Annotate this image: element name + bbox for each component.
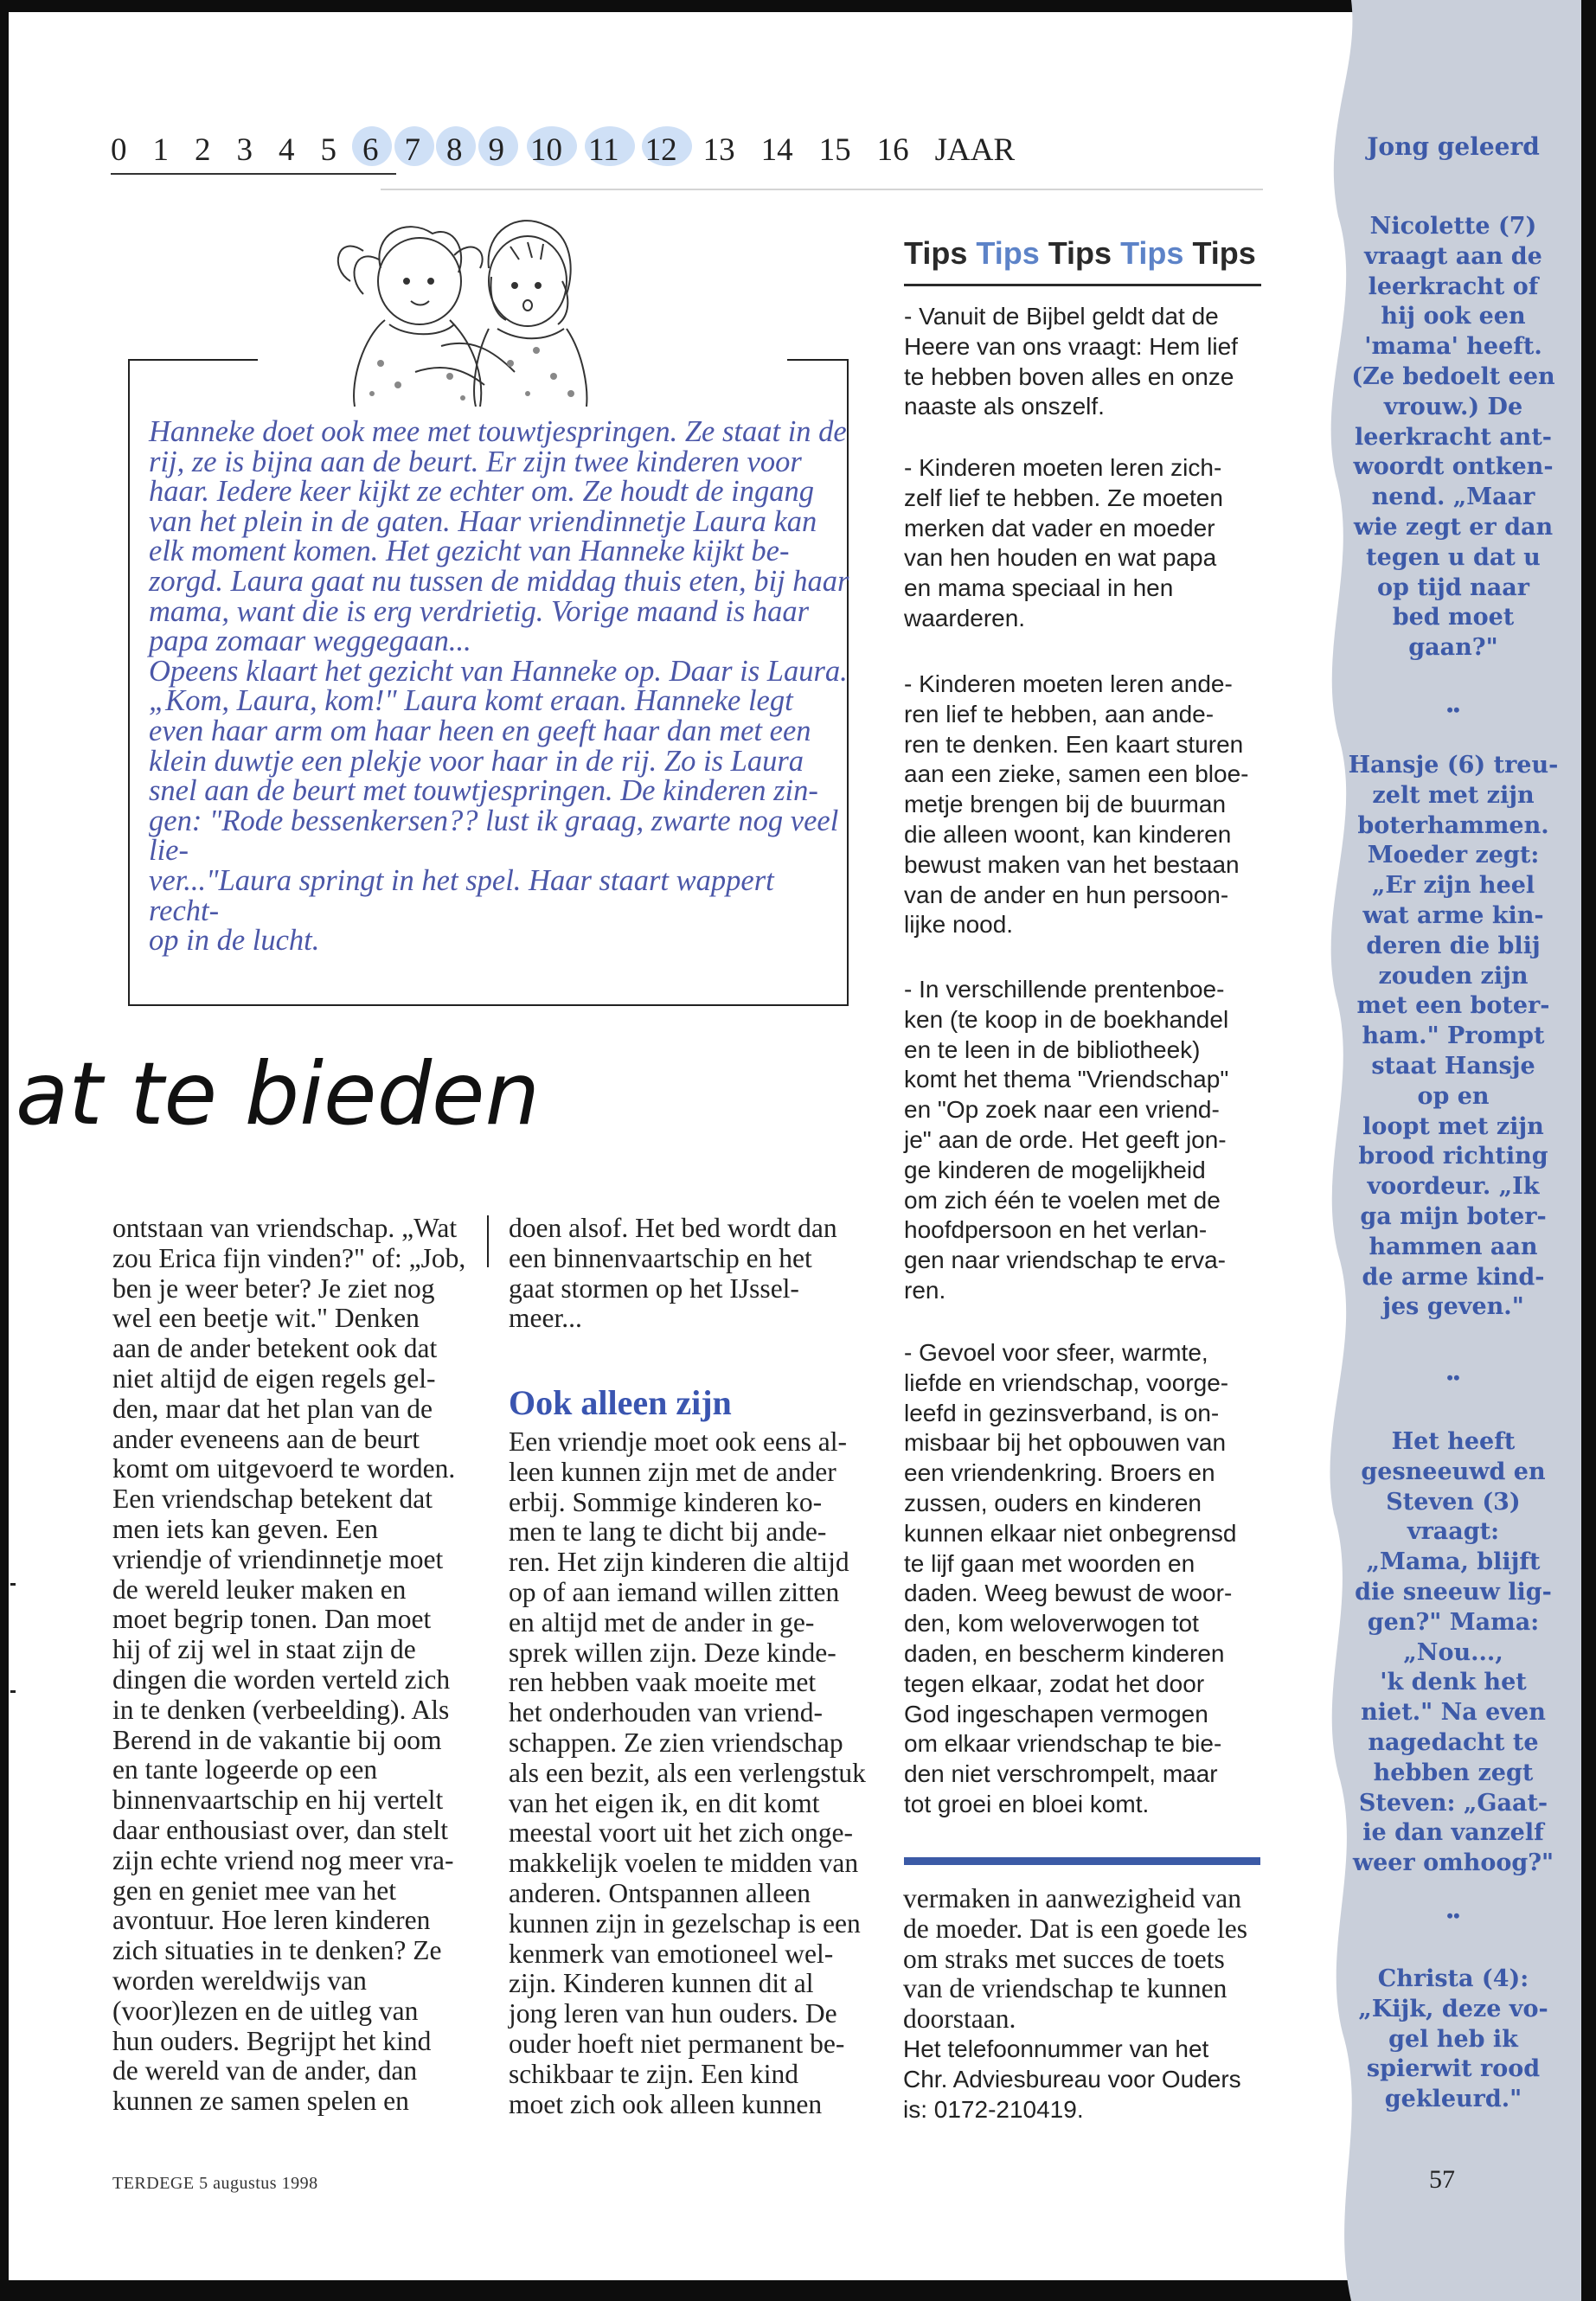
scan-border-right	[1581, 0, 1596, 2301]
age-9: 9	[488, 131, 504, 168]
age-4: 4	[279, 131, 295, 168]
article-headline: at te bieden	[16, 1043, 540, 1144]
article-column-3-end: vermaken in aanwezigheid van de moeder. Dat is een goede les om straks met succes de toets van de vriendschap te kunnen doorstaan.	[903, 1883, 1247, 2035]
sidebar-title: Jong geleerd	[1367, 132, 1540, 161]
footer-publication: TERDEGE 5 augustus 1998	[112, 2174, 318, 2193]
article-column-2-top: doen alsof. Het bed wordt dan een binnenvaartschip en het gaat stormen op het IJssel- meer...	[509, 1213, 837, 1334]
age-scale	[111, 128, 1041, 171]
story-text: Hanneke doet ook mee met touwtjespringen. Ze staat in de rij, ze is bijna aan de beurt. Er zijn twee kinderen voor haar. Iedere keer kijkt ze echter om. Ze houdt de ingang van het plein in de gaten. Haar vriendinnetje Laura kan elk moment komen. Het gezicht van Hanneke kijkt be- zorgd. Laura gaat nu tussen de middag thuis eten, bij haar mama, want die is erg verdrietig. Vorige maand is haar papa zomaar weggegaan... Opeens klaart het gezicht van Hanneke op. Daar is Laura. „Kom, Laura, kom!" Laura komt eraan. Hanneke legt even haar arm om haar heen en geeft haar dan met een klein duwtje een plekje voor haar in de rij. Zo is Laura snel aan de beurt met touwtjespringen. De kinderen zin- gen: "Rode bessenkersen?? lust ik graag, zwarte nog veel lie- ver..."Laura springt in het spel. Haar staart wappert recht- op in de lucht.	[149, 415, 849, 958]
tip-item: - Vanuit de Bijbel geldt dat de Heere van ons vraagt: Hem lief te hebben boven alles en onze naaste als onszelf.	[904, 303, 1238, 420]
tips-word-3: Tips	[1048, 235, 1112, 271]
tips-heading	[904, 235, 1265, 272]
header-rule	[381, 189, 1263, 190]
margin-tick	[10, 1583, 16, 1586]
age-8: 8	[446, 131, 463, 168]
age-12: 12	[644, 131, 677, 168]
scan-border-left	[0, 0, 9, 2301]
tip-item: - Gevoel voor sfeer, warmte, liefde en vriendschap, voorge- leefd in gezinsverband, is on- misbaar bij het opbouwen van een vriendenkring. Broers en zussen, ouders en kinderen kunnen elkaar niet onbegrensd te lijf gaan met woorden en daden. Weeg bewust de woor- den, kom weloverwogen tot daden, en bescherm kinderen tegen elkaar, zodat het door God ingeschapen vermogen om elkaar vriendschap te bie- den niet verschrompelt, maar tot groei en bloei komt.	[904, 1339, 1237, 1817]
column-rule	[487, 1215, 489, 1267]
tips-end-bar	[904, 1857, 1260, 1865]
age-unit: JAAR	[934, 131, 1016, 168]
sidebar-quote: Hansje (6) treu- zelt met zijn boterhammen. Moeder zegt: „Er zijn heel wat arme kin- deren die blij zouden zijn met een boter- ham." Prompt staat Hansje op en loopt met zijn brood richting voordeur. „Ik ga mijn boter- hammen aan de arme kind- jes geven."	[1348, 752, 1559, 1321]
tips-rule	[904, 284, 1261, 286]
sidebar-separator: ••	[1446, 699, 1460, 721]
page-number: 57	[1429, 2165, 1455, 2194]
sidebar-quote: Het heeft gesneeuwd en Steven (3) vraagt: „Mama, blijft die sneeuw lig- gen?" Mama: „Nou..., 'k denk het niet." Na even nagedacht te hebben zegt Steven: „Gaat- ie dan vanzelf weer omhoog?"	[1352, 1428, 1554, 1877]
age-3: 3	[236, 131, 253, 168]
contact-info: Het telefoonnummer van het Chr. Adviesbureau voor Ouders is: 0172-210419.	[903, 2035, 1241, 2123]
age-1: 1	[152, 131, 169, 168]
tips-word-1: Tips	[904, 235, 968, 271]
tip-item: - Kinderen moeten leren zich- zelf lief te hebben. Ze moeten merken dat vader en moeder van hen houden en wat papa en mama speciaal in hen waarderen.	[904, 454, 1223, 631]
margin-tick	[10, 1690, 16, 1693]
tips-word-4: Tips	[1120, 235, 1184, 271]
sidebar-quote: Nicolette (7) vraagt aan de leerkracht of hij ook een 'mama' heeft. (Ze bedoelt een vrouw.) De leerkracht ant- woordt ontken- nend. „Maar wie zegt er dan tegen u dat u op tijd naar bed moet gaan?"	[1351, 213, 1555, 662]
sidebar-separator: ••	[1446, 1367, 1460, 1388]
age-14: 14	[760, 131, 793, 168]
article-column-1: ontstaan van vriendschap. „Wat zou Erica fijn vinden?" of: „Job, ben je weer beter? Je ziet nog wel een beetje wit." Denken aan de ander betekent ook dat niet altijd de eigen regels gel- den, maar dat het plan van de ander eveneens aan de beurt komt om uitgevoerd te worden. Een vriendschap betekent dat men iets kan geven. Een vriendje of vriendinnetje moet de wereld leuker maken en moet begrip tonen. Dan moet hij of zij wel in staat zijn de dingen die worden verteld zich in te denken (verbeelding). Als Berend in de vakantie bij oom en tante logeerde op een binnenvaartschip en hij vertelt daar enthousiast over, dan stelt zijn echte vriend nog meer vra- gen en geniet mee van het avontuur. Hoe leren kinderen zich situaties in te denken? Ze worden wereldwijs van (voor)lezen en de uitleg van hun ouders. Begrijpt het kind de wereld van de ander, dan kunnen ze samen spelen en	[112, 1213, 466, 2117]
age-0: 0	[111, 131, 127, 168]
article-column-2-body: Een vriendje moet ook eens al- leen kunnen zijn met de ander erbij. Sommige kinderen ko- men te lang te dicht bij ande- ren. Het zijn kinderen die altijd op of aan iemand willen zitten en altijd met de ander in ge- sprek willen zijn. Deze kinde- ren hebben vaak moeite met het onderhouden van vriend- schappen. Ze zien vriendschap als een bezit, als een verlengstuk van het eigen ik, en dit komt meestal voort uit het zich onge- makkelijk voelen te midden van anderen. Ontspannen alleen kunnen zijn in gezelschap is een kenmerk van emotioneel wel- zijn. Kinderen kunnen dit al jong leren van hun ouders. De ouder hoeft niet permanent be- schikbaar te zijn. Een kind moet zich ook alleen kunnen	[509, 1426, 866, 2119]
tips-word-5: Tips	[1192, 235, 1256, 271]
age-16: 16	[876, 131, 909, 168]
tips-word-2: Tips	[976, 235, 1040, 271]
age-6: 6	[362, 131, 379, 168]
subheading-ook-alleen-zijn: Ook alleen zijn	[509, 1383, 732, 1422]
age-2: 2	[195, 131, 211, 168]
age-13: 13	[702, 131, 735, 168]
age-7: 7	[404, 131, 420, 168]
age-10: 10	[530, 131, 562, 168]
sidebar-separator: ••	[1446, 1905, 1460, 1926]
age-scale-underline	[111, 173, 396, 175]
tip-item: - In verschillende prentenboe- ken (te koop in de boekhandel en te leen in de bibliotheek) komt het thema "Vriendschap" en "Op zoek naar een vriend- je" aan de orde. Het geeft jon- ge kinderen de mogelijkheid om zich één te voelen met de hoofdpersoon en het verlan- gen naar vriendschap te erva- ren.	[904, 976, 1229, 1304]
tip-item: - Kinderen moeten leren ande- ren lief te hebben, aan ande- ren te denken. Een kaart sturen aan een zieke, samen een bloe- metje brengen bij de buurman die alleen woont, kan kinderen bewust maken van het bestaan van de ander en hun persoon- lijke nood.	[904, 670, 1249, 939]
age-5: 5	[320, 131, 337, 168]
age-11: 11	[588, 131, 619, 168]
girls-illustration	[311, 199, 623, 407]
sidebar-quote: Christa (4): „Kijk, deze vo- gel heb ik spierwit rood gekleurd."	[1358, 1965, 1548, 2113]
age-15: 15	[818, 131, 851, 168]
